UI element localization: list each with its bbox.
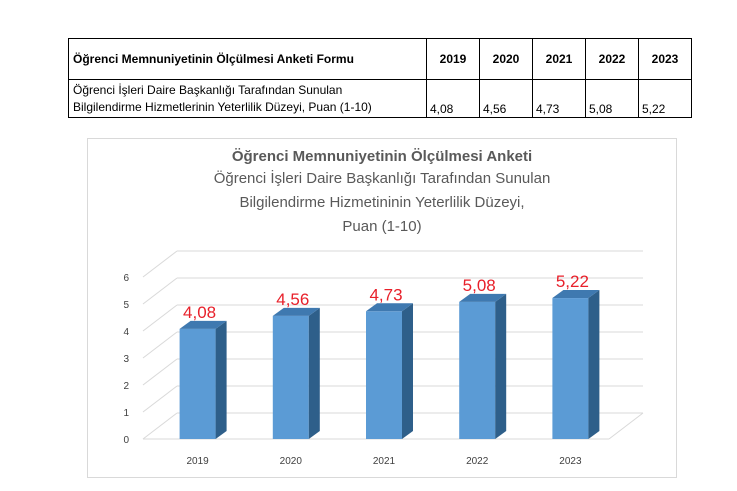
floor-right-edge xyxy=(609,413,643,439)
table-cell-value: 4,08 xyxy=(427,80,480,118)
x-tick-label: 2023 xyxy=(559,456,582,467)
chart-title: Öğrenci Memnuniyetinin Ölçülmesi Anketi xyxy=(231,148,533,165)
y-tick-label: 1 xyxy=(123,408,129,419)
chart-subtitle-line: Bilgilendirme Hizmetininin Yeterlilik Düzeyi, xyxy=(239,194,525,211)
table-header-year: 2021 xyxy=(533,39,586,80)
bar-side xyxy=(495,294,506,439)
chart-subtitle-line: Öğrenci İşleri Daire Başkanlığı Tarafından Sunulan xyxy=(213,170,551,187)
side-gridline xyxy=(143,386,177,412)
x-tick-label: 2022 xyxy=(466,456,489,467)
side-gridline xyxy=(143,251,177,277)
x-tick-label: 2020 xyxy=(279,456,302,467)
bar-chart-plot xyxy=(88,139,676,477)
bar-side xyxy=(216,321,227,439)
table-cell-value: 5,08 xyxy=(586,80,639,118)
table-header-year: 2022 xyxy=(586,39,639,80)
y-tick-label: 4 xyxy=(123,327,129,338)
chart-frame xyxy=(87,138,677,478)
bar xyxy=(273,316,309,439)
bar xyxy=(366,311,402,439)
row-label-line: Bilgilendirme Hizmetlerinin Yeterlilik Düzeyi, Puan (1-10) xyxy=(73,99,372,114)
bar xyxy=(459,302,495,439)
data-label: 5,08 xyxy=(462,275,496,295)
table-cell-value: 4,73 xyxy=(533,80,586,118)
table-cell-value: 5,22 xyxy=(639,80,692,118)
bar-side xyxy=(309,308,320,439)
y-tick-label: 5 xyxy=(123,300,129,311)
table-cell-value: 4,56 xyxy=(480,80,533,118)
y-tick-label: 0 xyxy=(123,435,129,446)
data-label: 4,08 xyxy=(183,302,217,322)
data-label: 5,22 xyxy=(555,272,589,292)
side-gridline xyxy=(143,359,177,385)
table-header-year: 2023 xyxy=(639,39,692,80)
chart-subtitle-line: Puan (1-10) xyxy=(342,218,422,235)
x-tick-label: 2019 xyxy=(186,456,209,467)
table-row xyxy=(69,80,692,118)
side-gridline xyxy=(143,413,177,439)
side-gridline xyxy=(143,278,177,304)
row-label-line: Öğrenci İşleri Daire Başkanlığı Tarafından Sunulan xyxy=(73,82,343,97)
survey-table xyxy=(68,38,692,118)
table-header-year: 2020 xyxy=(480,39,533,80)
table-header-row xyxy=(69,39,692,80)
side-gridline xyxy=(143,332,177,358)
bar xyxy=(180,329,216,439)
data-label: 4,56 xyxy=(276,289,310,309)
x-tick-label: 2021 xyxy=(372,456,396,467)
table-row-label xyxy=(69,80,427,118)
side-gridline xyxy=(143,305,177,331)
y-tick-label: 6 xyxy=(123,273,129,284)
bar xyxy=(552,298,588,439)
data-label: 4,73 xyxy=(369,285,403,305)
table-header-form: Öğrenci Memnuniyetinin Ölçülmesi Anketi Formu xyxy=(69,39,427,80)
bar-side xyxy=(588,290,599,439)
y-tick-label: 2 xyxy=(123,381,129,392)
bar-side xyxy=(402,303,413,439)
table-header-year: 2019 xyxy=(427,39,480,80)
y-tick-label: 3 xyxy=(123,354,129,365)
